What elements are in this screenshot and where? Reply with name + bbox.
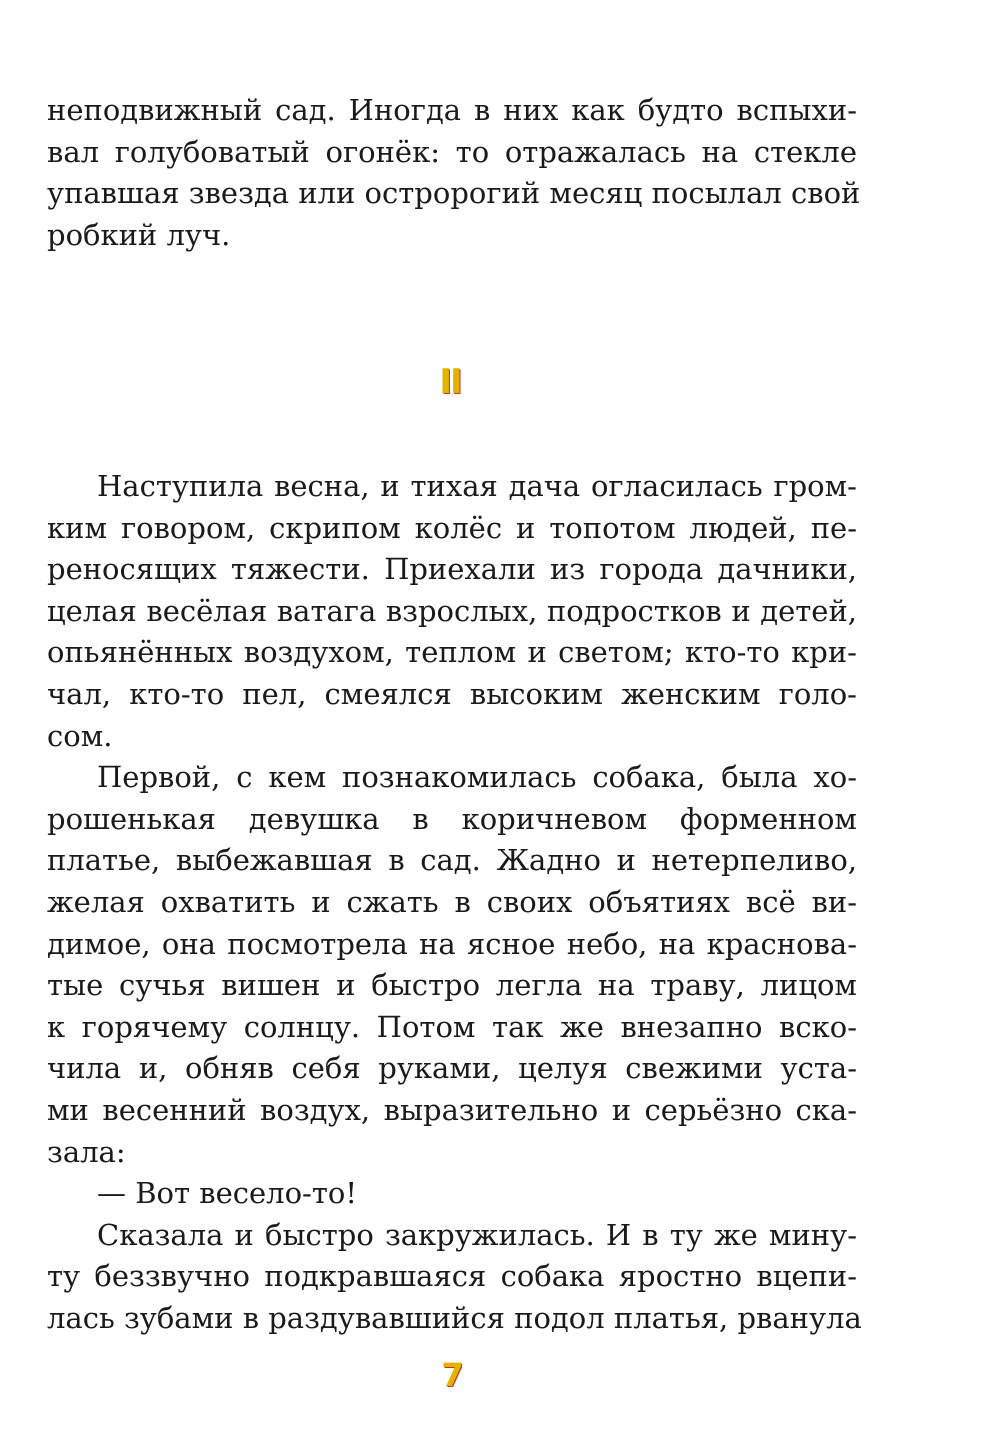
text-line: сом.: [47, 718, 113, 753]
text-line: целая весёлая ватага взрослых, подростков и детей,: [47, 593, 857, 628]
text-line: — Вот весело-то!: [97, 1176, 357, 1211]
text-line: чила и, обняв себя руками, целуя свежими уста-: [47, 1051, 857, 1086]
text-line: Первой, с кем познакомилась собака, была хо-: [97, 760, 857, 795]
text-line: вал голубоватый огонёк: то отражалась на стекле: [47, 134, 857, 169]
text-line: ту беззвучно подкравшаяся собака яростно вцепи-: [47, 1259, 857, 1294]
text-line: упавшая звезда или остророгий месяц посылал свой: [47, 176, 861, 211]
text-line: тые сучья вишен и быстро легла на траву, лицом: [47, 968, 857, 1003]
text-block-main: [47, 466, 862, 1339]
text-block-top: [47, 90, 861, 256]
text-line: ми весенний воздух, выразительно и серьёзно ска-: [47, 1092, 857, 1127]
text-line: чал, кто-то пел, смеялся высоким женским голо-: [47, 676, 857, 711]
text-line: опьянённых воздухом, теплом и светом; кто-то кри-: [47, 635, 857, 670]
text-line: неподвижный сад. Иногда в них как будто вспыхи-: [47, 93, 857, 127]
text-line: Сказала и быстро закружилась. И в ту же мину-: [97, 1217, 857, 1252]
text-line: Наступила весна, и тихая дача огласилась гром-: [97, 469, 857, 503]
page-number: 7: [441, 1356, 464, 1394]
text-line: рошенькая девушка в коричневом форменном: [47, 801, 857, 836]
text-line: димое, она посмотрела на ясное небо, на краснова-: [47, 926, 857, 961]
text-line: платье, выбежавшая в сад. Жадно и нетерпеливо,: [47, 843, 857, 878]
text-line: робкий луч.: [47, 217, 231, 252]
chapter-number: II: [439, 362, 461, 402]
text-line: реносящих тяжести. Приехали из города дачники,: [47, 552, 857, 587]
text-line: к горячему солнцу. Потом так же внезапно вско-: [47, 1009, 857, 1044]
text-line: ким говором, скрипом колёс и топотом людей, пе-: [47, 510, 857, 545]
text-line: желая охватить и сжать в своих объятиях всё ви-: [47, 884, 857, 919]
text-line: лась зубами в раздувавшийся подол платья, рванула: [47, 1300, 862, 1335]
text-line: зала:: [47, 1134, 126, 1169]
